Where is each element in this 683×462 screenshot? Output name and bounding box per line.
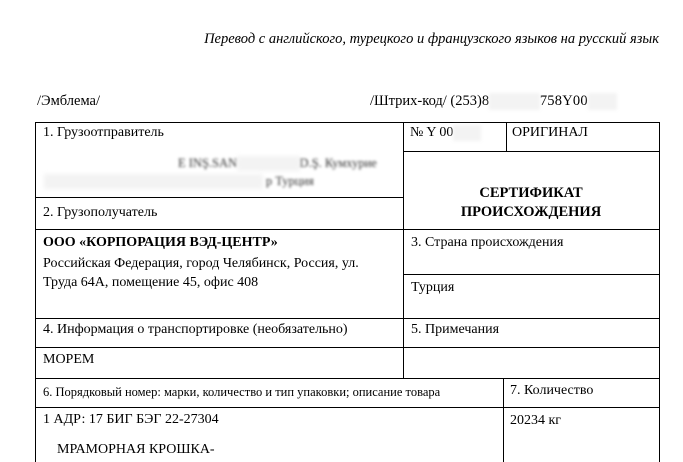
country-label: 3. Страна происхождения (411, 235, 564, 250)
consignee-label: 2. Грузополучатель (43, 205, 158, 220)
consignee-name: ООО «КОРПОРАЦИЯ ВЭД-ЦЕНТР» (43, 235, 278, 250)
goods-line-2: МРАМОРНАЯ КРОШКА- (57, 442, 215, 457)
document-header: Перевод с английского, турецкого и французского языков на русский язык (204, 31, 659, 47)
barcode-value: 758Y00 (539, 93, 588, 109)
quantity-label: 7. Количество (510, 383, 594, 398)
transport-label: 4. Информация о транспортировке (необязательно) (43, 322, 348, 337)
barcode-redaction (489, 93, 540, 110)
barcode-label: /Штрих-код/ (253)8 (370, 93, 490, 109)
country-value: Турция (411, 280, 455, 295)
consignee-address-2: Труда 64А, помещение 45, офис 408 (43, 275, 259, 290)
shipper-line-1: E INŞ.SAN D.Ş. Кумхурие (178, 156, 377, 170)
certificate-title: СЕРТИФИКАТ ПРОИСХОЖДЕНИЯ (460, 185, 602, 220)
goods-line-1: 1 АДР: 17 БИГ БЭГ 22-27304 (43, 412, 219, 427)
barcode-line (370, 93, 617, 110)
transport-value: МОРЕМ (43, 352, 95, 367)
shipper-label: 1. Грузоотправитель (43, 125, 164, 140)
emblem-placeholder: /Эмблема/ (37, 93, 101, 109)
barcode-redaction-end (588, 93, 617, 110)
quantity-value: 20234 кг (510, 413, 562, 428)
goods-label: 6. Порядковый номер: марки, количество и тип упаковки; описание товара (43, 385, 441, 399)
shipper-line-2: р Турция (44, 174, 314, 189)
original-mark: ОРИГИНАЛ (512, 125, 588, 140)
remarks-label: 5. Примечания (411, 322, 500, 337)
consignee-address-1: Российская Федерация, город Челябинск, Россия, ул. (43, 256, 359, 271)
certificate-number: № Y 00 (410, 125, 481, 141)
